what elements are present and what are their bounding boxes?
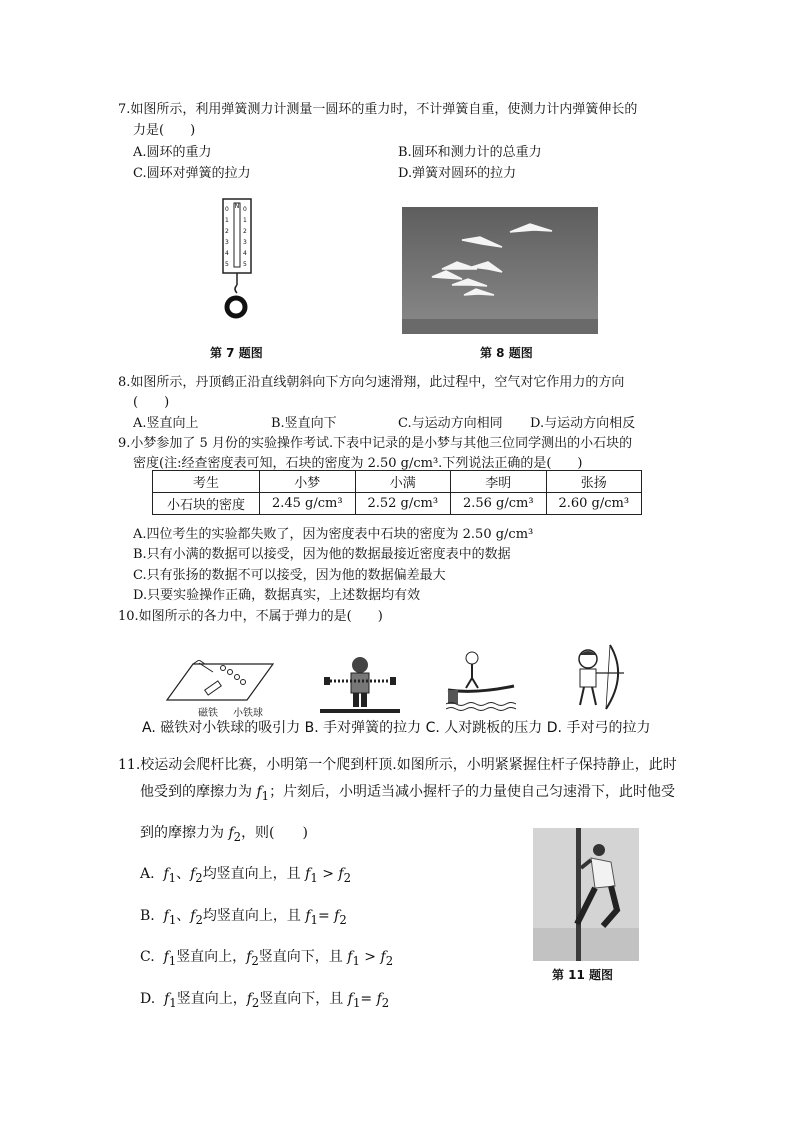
- svg-text:1: 1: [243, 217, 247, 224]
- q7-caption: 第 7 题图: [210, 346, 263, 360]
- scale-tick-1: 1: [225, 217, 229, 224]
- q11-option-a: A. $f_1$、$f_2$均竖直向上，且 $f_1 > f_2$: [140, 866, 351, 885]
- density-table: [152, 470, 642, 515]
- table-cell: 2.45 g/cm³: [260, 493, 356, 515]
- q10-options-line: A. 磁铁对小铁球的吸引力 B. 手对弹簧的拉力 C. 人对跳板的压力 D. 手对弓的拉力: [142, 720, 651, 736]
- q7-option-c: C.圆环对弹簧的拉力: [133, 166, 251, 181]
- table-cell: 李明: [451, 471, 547, 493]
- q8-caption: 第 8 题图: [480, 346, 533, 360]
- table-cell: 2.56 g/cm³: [451, 493, 547, 515]
- table-cell: 2.60 g/cm³: [546, 493, 642, 515]
- q11-stem-line1: 11.校运动会爬杆比赛，小明第一个爬到杆顶.如图所示，小明紧紧握住杆子保持静止，此时: [118, 757, 677, 773]
- q11-option-c: C. $f_1$竖直向上，$f_2$竖直向下，且 $f_1 > f_2$: [140, 949, 394, 968]
- table-header-row: [153, 471, 642, 493]
- table-cell: 张扬: [546, 471, 642, 493]
- table-row: [153, 493, 642, 515]
- q9-stem-line1: 9.小梦参加了 5 月份的实验操作考试.下表中记录的是小梦与其他三位同学测出的小石块的: [118, 436, 633, 451]
- iron-ball-label: 小铁球: [233, 708, 263, 719]
- table-cell: 2.52 g/cm³: [355, 493, 451, 515]
- q10-stem: 10.如图所示的各力中，不属于弹力的是( ): [118, 609, 383, 624]
- archer-figure: [566, 643, 636, 713]
- q8-option-c: C.与运动方向相同: [398, 416, 503, 431]
- q8-stem-line2: ( ): [133, 395, 170, 410]
- q7-option-b: B.圆环和测力计的总重力: [398, 145, 542, 160]
- q8-option-b: B.竖直向下: [271, 416, 337, 431]
- q11-stem-line2: 他受到的摩擦力为 $f_1$；片刻后，小明适当减小握杆子的力量使自己匀速滑下，此时他受: [140, 784, 676, 803]
- spring-puller-figure: [320, 655, 400, 715]
- q11-option-b: B. $f_1$、$f_2$均竖直向上，且 $f_1= f_2$: [140, 908, 347, 927]
- q7-stem-line1: 7.如图所示，利用弹簧测力计测量一圆环的重力时，不计弹簧自重，使测力计内弹簧伸长的: [118, 102, 638, 117]
- q9-stem-line2: 密度(注:经查密度表可知，石块的密度为 2.50 g/cm³.下列说法正确的是( ): [133, 456, 583, 471]
- q8-option-d: D.与运动方向相反: [530, 416, 636, 431]
- table-cell: 小满: [355, 471, 451, 493]
- table-cell: 小石块的密度: [153, 493, 260, 515]
- q8-stem-line1: 8.如图所示，丹顶鹤正沿直线朝斜向下方向匀速滑翔，此过程中，空气对它作用力的方向: [118, 375, 625, 390]
- table-cell: 小梦: [260, 471, 356, 493]
- spring-scale-figure: [216, 197, 256, 327]
- svg-text:0: 0: [243, 206, 247, 213]
- q7-option-d: D.弹簧对圆环的拉力: [398, 166, 517, 181]
- cranes-photo: [402, 207, 598, 334]
- svg-text:5: 5: [243, 261, 247, 268]
- q11-option-d: D. $f_1$竖直向上，$f_2$竖直向下，且 $f_1= f_2$: [140, 991, 390, 1010]
- table-cell: 考生: [153, 471, 260, 493]
- q9-option-a: A.四位考生的实验都失败了，因为密度表中石块的密度为 2.50 g/cm³: [133, 527, 534, 542]
- svg-text:N: N: [234, 203, 240, 210]
- scale-tick-2: 2: [225, 228, 229, 235]
- q9-option-c: C.只有张扬的数据不可以接受，因为他的数据偏差最大: [133, 568, 446, 583]
- q9-option-d: D.只要实验操作正确，数据真实，上述数据均有效: [133, 588, 421, 603]
- svg-text:2: 2: [243, 228, 247, 235]
- magnet-label: 磁铁: [198, 708, 218, 719]
- pole-climber-photo: [533, 828, 639, 961]
- q7-option-a: A.圆环的重力: [133, 145, 212, 160]
- q7-stem-line2: 力是( ): [133, 123, 196, 138]
- svg-text:3: 3: [243, 239, 247, 246]
- diving-board-figure: [446, 650, 516, 712]
- q8-option-a: A.竖直向上: [133, 416, 199, 431]
- magnet-ball-figure: [165, 660, 275, 708]
- q9-option-b: B.只有小满的数据可以接受，因为他的数据最接近密度表中的数据: [133, 547, 511, 562]
- scale-tick-3: 3: [225, 239, 229, 246]
- scale-tick-5: 5: [225, 261, 229, 268]
- q11-caption: 第 11 题图: [552, 968, 614, 982]
- scale-tick-4: 4: [225, 250, 229, 257]
- q11-stem-line3: 到的摩擦力为 $f_2$，则( ): [140, 825, 308, 844]
- scale-tick-0: 0: [225, 206, 229, 213]
- svg-text:4: 4: [243, 250, 247, 257]
